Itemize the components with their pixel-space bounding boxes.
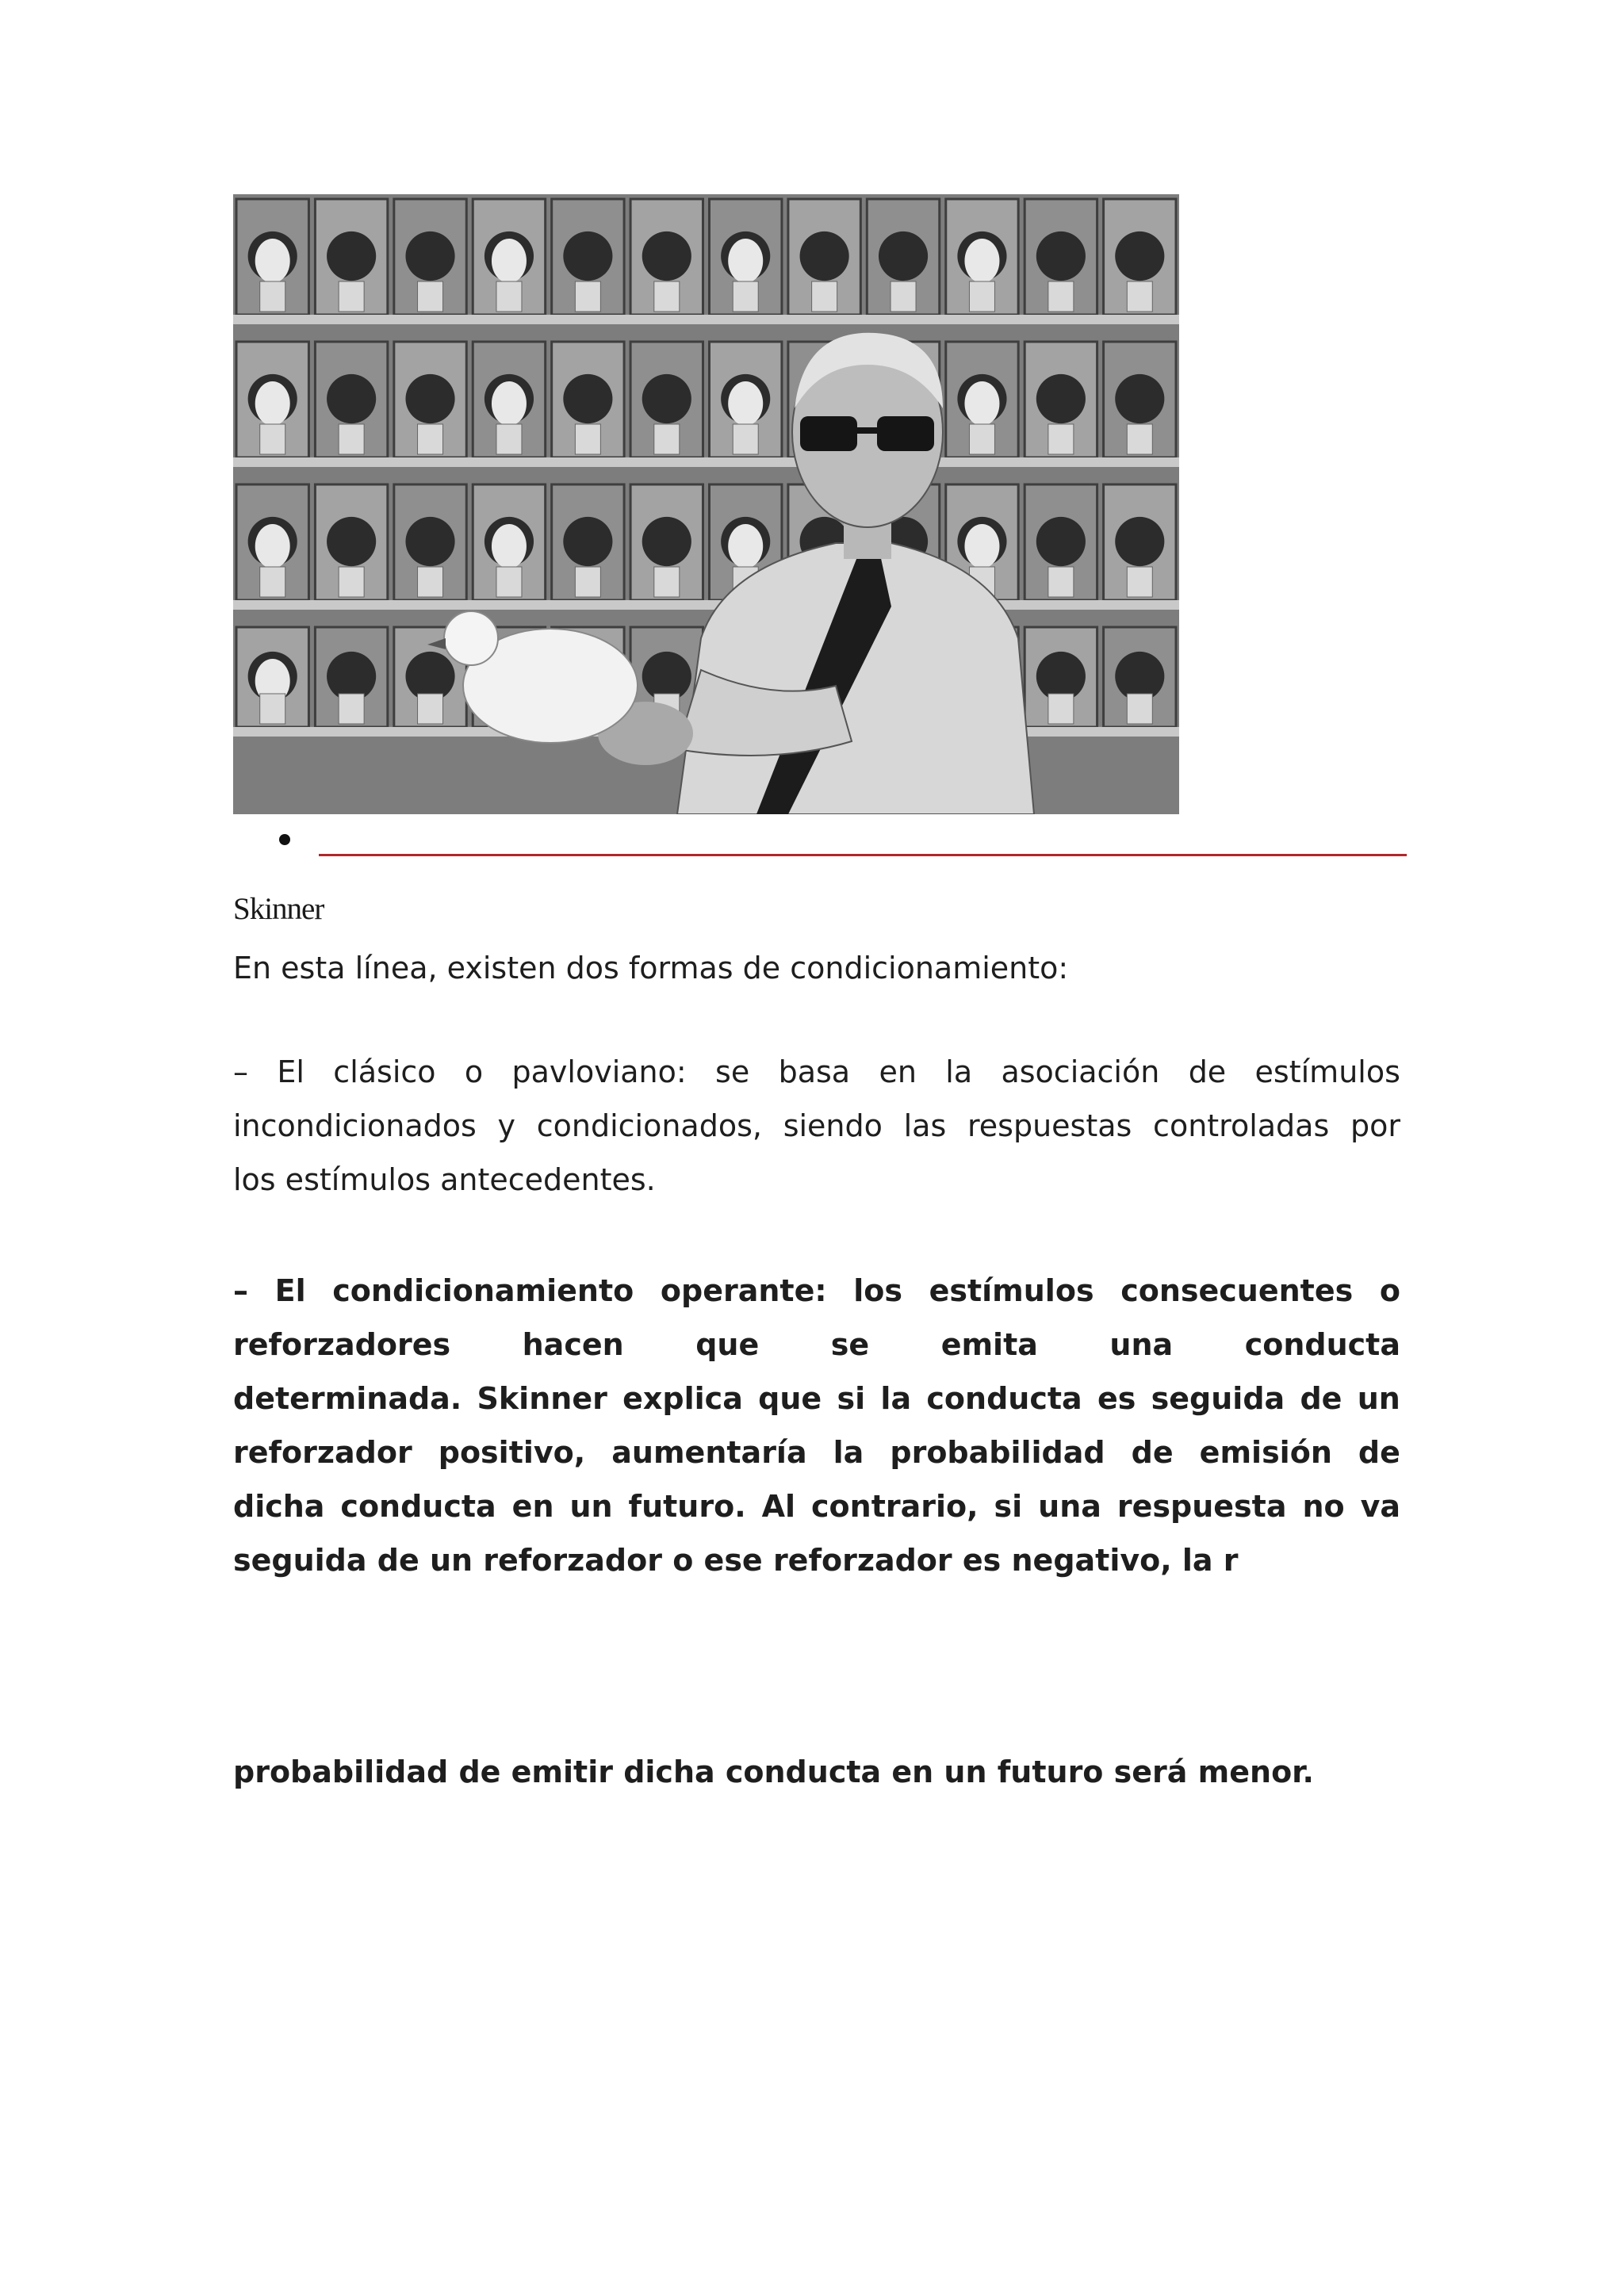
paragraph-line bbox=[233, 1372, 1400, 1425]
word: que bbox=[758, 1381, 822, 1416]
word: se bbox=[830, 1327, 870, 1362]
word: consecuentes bbox=[1120, 1273, 1354, 1308]
cage-opening bbox=[879, 232, 928, 281]
word: respuestas bbox=[967, 1108, 1132, 1143]
word: reforzadores bbox=[233, 1327, 451, 1362]
water-cup bbox=[260, 281, 285, 312]
shelf bbox=[233, 315, 1179, 324]
paragraph-line bbox=[233, 1264, 1400, 1318]
paragraph-line bbox=[233, 1479, 1400, 1533]
pigeon-in-cage bbox=[728, 381, 763, 426]
red-divider-line bbox=[319, 854, 1407, 856]
word: explica bbox=[622, 1381, 743, 1416]
word: conducta bbox=[1244, 1327, 1400, 1362]
cage-opening bbox=[1036, 232, 1086, 281]
word: futuro. bbox=[628, 1489, 746, 1524]
word: o bbox=[464, 1054, 484, 1089]
water-cup bbox=[339, 424, 364, 454]
word: probabilidad bbox=[890, 1435, 1105, 1470]
word: que bbox=[695, 1327, 760, 1362]
paragraph-line: seguida de un reforzador o ese reforzador es negativo, la r bbox=[233, 1543, 1239, 1578]
word: clásico bbox=[333, 1054, 436, 1089]
word: determinada. bbox=[233, 1381, 462, 1416]
classical-conditioning-paragraph bbox=[233, 1045, 1400, 1207]
list-bullet bbox=[279, 834, 290, 845]
word: El bbox=[274, 1273, 306, 1308]
held-pigeon-head bbox=[444, 611, 498, 665]
cage-opening bbox=[1036, 517, 1086, 566]
word: incondicionados bbox=[233, 1108, 477, 1143]
word: aumentaría bbox=[611, 1435, 807, 1470]
word: la bbox=[833, 1435, 864, 1470]
water-cup bbox=[418, 694, 443, 724]
cage-opening bbox=[405, 232, 454, 281]
word: de bbox=[1300, 1381, 1342, 1416]
word: Al bbox=[761, 1489, 796, 1524]
pigeon-in-cage bbox=[964, 524, 999, 568]
water-cup bbox=[812, 281, 837, 312]
water-cup bbox=[969, 424, 994, 454]
word: conducta bbox=[340, 1489, 496, 1524]
word: un bbox=[1357, 1381, 1400, 1416]
shelf bbox=[233, 457, 1179, 467]
word: una bbox=[1038, 1489, 1101, 1524]
paragraph-line bbox=[233, 1099, 1400, 1153]
word: la bbox=[880, 1381, 912, 1416]
word: operante: bbox=[660, 1273, 827, 1308]
water-cup bbox=[575, 567, 600, 597]
water-cup bbox=[418, 281, 443, 312]
water-cup bbox=[1127, 281, 1152, 312]
water-cup bbox=[339, 694, 364, 724]
word: y bbox=[497, 1108, 516, 1143]
pigeon-in-cage bbox=[728, 239, 763, 283]
word: va bbox=[1360, 1489, 1400, 1524]
water-cup bbox=[1127, 694, 1152, 724]
word: condicionamiento bbox=[332, 1273, 634, 1308]
photo-illustration bbox=[233, 194, 1179, 814]
water-cup bbox=[575, 424, 600, 454]
word: de bbox=[1131, 1435, 1174, 1470]
paragraph-line: los estímulos antecedentes. bbox=[233, 1162, 656, 1197]
cage-opening bbox=[405, 517, 454, 566]
cage-opening bbox=[1115, 517, 1164, 566]
word: estímulos bbox=[1254, 1054, 1400, 1089]
water-cup bbox=[1127, 567, 1152, 597]
pigeon-in-cage bbox=[964, 239, 999, 283]
cage-opening bbox=[1036, 374, 1086, 423]
cage-opening bbox=[327, 517, 376, 566]
water-cup bbox=[654, 567, 680, 597]
cage-opening bbox=[1115, 232, 1164, 281]
water-cup bbox=[496, 567, 522, 597]
water-cup bbox=[260, 694, 285, 724]
word: por bbox=[1350, 1108, 1400, 1143]
water-cup bbox=[1127, 424, 1152, 454]
word: emisión bbox=[1199, 1435, 1332, 1470]
cage-opening bbox=[563, 232, 612, 281]
operant-conditioning-paragraph bbox=[233, 1264, 1400, 1587]
water-cup bbox=[339, 281, 364, 312]
word: siendo bbox=[783, 1108, 883, 1143]
word: es bbox=[1097, 1381, 1136, 1416]
cage-opening bbox=[642, 517, 691, 566]
cage-opening bbox=[800, 232, 849, 281]
figure-caption: Skinner bbox=[233, 892, 324, 926]
word: si bbox=[994, 1489, 1023, 1524]
cage-opening bbox=[327, 232, 376, 281]
word: si bbox=[837, 1381, 866, 1416]
cage-opening bbox=[563, 374, 612, 423]
word: basa bbox=[778, 1054, 851, 1089]
word: – bbox=[233, 1054, 248, 1089]
water-cup bbox=[418, 424, 443, 454]
paragraph-line bbox=[233, 1425, 1400, 1479]
cage-opening bbox=[642, 374, 691, 423]
word: reforzador bbox=[233, 1435, 412, 1470]
glasses-left-lens bbox=[800, 416, 857, 451]
paragraph-line bbox=[233, 1045, 1400, 1099]
water-cup bbox=[339, 567, 364, 597]
word: emita bbox=[940, 1327, 1038, 1362]
pigeon-in-cage bbox=[492, 239, 527, 283]
operant-paragraph-continuation bbox=[233, 1745, 1400, 1799]
water-cup bbox=[969, 281, 994, 312]
word: se bbox=[715, 1054, 750, 1089]
word: una bbox=[1109, 1327, 1174, 1362]
shelf bbox=[233, 600, 1179, 610]
pigeon-in-cage bbox=[255, 381, 290, 426]
cage-opening bbox=[563, 517, 612, 566]
word: no bbox=[1302, 1489, 1345, 1524]
word: en bbox=[511, 1489, 554, 1524]
word: de bbox=[1358, 1435, 1400, 1470]
paragraph-line: probabilidad de emitir dicha conducta en un futuro será menor. bbox=[233, 1755, 1314, 1789]
word: conducta bbox=[926, 1381, 1082, 1416]
water-cup bbox=[1048, 424, 1074, 454]
water-cup bbox=[260, 567, 285, 597]
intro-sentence: En esta línea, existen dos formas de condicionamiento: bbox=[233, 951, 1069, 985]
word: – bbox=[233, 1273, 248, 1308]
pigeon-in-cage bbox=[492, 381, 527, 426]
word: respuesta bbox=[1116, 1489, 1287, 1524]
cage-opening bbox=[1115, 374, 1164, 423]
water-cup bbox=[496, 281, 522, 312]
word: condicionados, bbox=[536, 1108, 762, 1143]
word: de bbox=[1188, 1054, 1227, 1089]
paragraph-line bbox=[233, 1318, 1400, 1372]
word: o bbox=[1379, 1273, 1400, 1308]
water-cup bbox=[654, 281, 680, 312]
word: en bbox=[879, 1054, 917, 1089]
word: controladas bbox=[1153, 1108, 1330, 1143]
water-cup bbox=[1048, 281, 1074, 312]
word: las bbox=[903, 1108, 947, 1143]
pigeon-in-cage bbox=[255, 524, 290, 568]
word: dicha bbox=[233, 1489, 325, 1524]
word: un bbox=[569, 1489, 613, 1524]
word: positivo, bbox=[438, 1435, 586, 1470]
water-cup bbox=[575, 281, 600, 312]
word: pavloviano: bbox=[511, 1054, 687, 1089]
word: la bbox=[945, 1054, 973, 1089]
water-cup bbox=[733, 281, 758, 312]
pigeon-in-cage bbox=[255, 239, 290, 283]
pigeon-in-cage bbox=[492, 524, 527, 568]
word: asociación bbox=[1001, 1054, 1160, 1089]
glasses-right-lens bbox=[877, 416, 934, 451]
water-cup bbox=[1048, 567, 1074, 597]
word: hacen bbox=[522, 1327, 624, 1362]
water-cup bbox=[1048, 694, 1074, 724]
pigeon-in-cage bbox=[728, 524, 763, 568]
pigeon-in-cage bbox=[964, 381, 999, 426]
water-cup bbox=[418, 567, 443, 597]
word: seguida bbox=[1151, 1381, 1285, 1416]
water-cup bbox=[260, 424, 285, 454]
cage-opening bbox=[642, 232, 691, 281]
water-cup bbox=[891, 281, 916, 312]
water-cup bbox=[654, 424, 680, 454]
cage-opening bbox=[327, 374, 376, 423]
cage-opening bbox=[405, 374, 454, 423]
glasses-bridge bbox=[856, 427, 878, 434]
word: El bbox=[277, 1054, 304, 1089]
water-cup bbox=[496, 424, 522, 454]
word: Skinner bbox=[477, 1381, 607, 1416]
word: contrario, bbox=[811, 1489, 979, 1524]
water-cup bbox=[733, 424, 758, 454]
word: los bbox=[853, 1273, 902, 1308]
word: estímulos bbox=[929, 1273, 1094, 1308]
skinner-photo bbox=[233, 194, 1179, 814]
